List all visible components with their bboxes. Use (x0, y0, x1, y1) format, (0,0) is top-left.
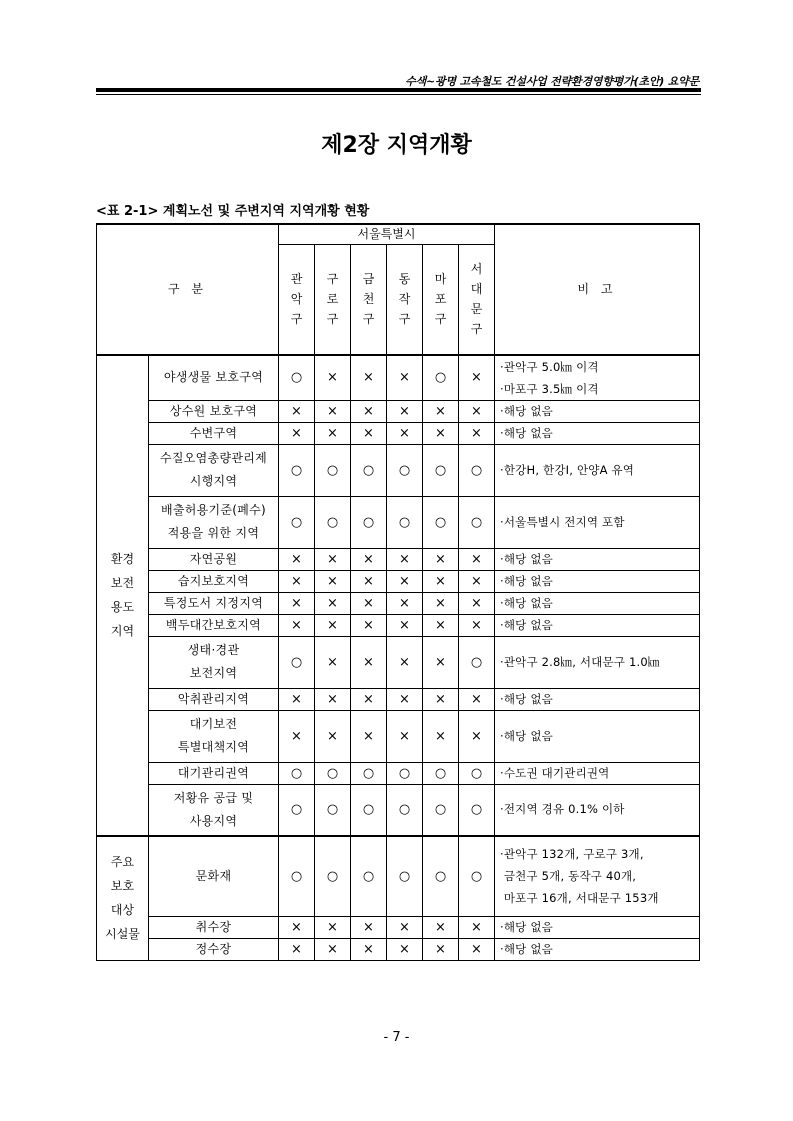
district-mark: ○ (423, 762, 459, 784)
table-row (97, 636, 700, 688)
district-char: 문 (470, 302, 483, 317)
item-line: 배출허용기준(폐수) (160, 503, 267, 517)
district-mark: ○ (315, 784, 351, 836)
item-line: 대기관리권역 (177, 765, 250, 780)
remarks-line: ·관악구 2.8㎞, 서대문구 1.0㎞ (500, 654, 660, 669)
district-header (387, 245, 423, 355)
district-mark: ○ (351, 496, 387, 548)
group-label-line: 시설물 (105, 927, 140, 942)
remarks-line: ·관악구 132개, 구로구 3개, (500, 847, 644, 862)
district-mark: × (351, 400, 387, 422)
district-mark: × (459, 614, 495, 636)
district-char: 서 (470, 262, 483, 277)
district-mark: ○ (459, 784, 495, 836)
remarks-cell (495, 570, 700, 592)
district-mark: ○ (279, 784, 315, 836)
table-row (97, 400, 700, 422)
district-mark: ○ (423, 784, 459, 836)
item-line: 저황유 공급 및 (173, 790, 254, 805)
district-mark: × (315, 710, 351, 762)
item-line: 백두대간보호지역 (165, 617, 262, 632)
district-mark: ○ (279, 496, 315, 548)
district-mark: ○ (459, 762, 495, 784)
remarks-cell (495, 836, 700, 916)
district-mark: × (459, 688, 495, 710)
district-mark: × (459, 916, 495, 938)
district-char: 관 (290, 272, 303, 287)
district-mark: × (279, 710, 315, 762)
table-row (97, 688, 700, 710)
item-name (149, 636, 279, 688)
remarks-line: 금천구 5개, 동작구 40개, (500, 869, 637, 884)
district-mark: × (423, 916, 459, 938)
district-mark: ○ (423, 355, 459, 401)
table-row (97, 762, 700, 784)
district-char: 대 (470, 282, 483, 297)
district-header (279, 245, 315, 355)
district-mark: × (387, 916, 423, 938)
district-mark: × (423, 636, 459, 688)
district-mark: × (279, 938, 315, 960)
item-line: 대기보전 (189, 717, 238, 731)
item-name (149, 570, 279, 592)
district-mark: × (351, 636, 387, 688)
table-caption: <표 2-1> 계획노선 및 주변지역 지역개황 현황 (96, 204, 370, 219)
district-char: 구 (470, 322, 483, 337)
item-name (149, 422, 279, 444)
district-mark: × (351, 614, 387, 636)
item-name (149, 784, 279, 836)
remarks-cell (495, 784, 700, 836)
remarks-cell (495, 688, 700, 710)
chapter-title: 제2장 지역개황 (321, 133, 472, 158)
item-name (149, 496, 279, 548)
district-header (459, 245, 495, 355)
district-mark: × (315, 592, 351, 614)
header-rule-thick (96, 88, 701, 92)
district-mark: × (423, 422, 459, 444)
remarks-cell (495, 916, 700, 938)
district-mark: × (387, 400, 423, 422)
district-mark: × (459, 355, 495, 401)
district-mark: ○ (351, 784, 387, 836)
item-line: 정수장 (195, 941, 232, 956)
district-mark: × (387, 592, 423, 614)
table-row (97, 570, 700, 592)
district-mark: ○ (459, 496, 495, 548)
district-mark: ○ (351, 444, 387, 496)
district-mark: × (459, 710, 495, 762)
remarks-cell (495, 592, 700, 614)
district-mark: × (423, 614, 459, 636)
item-line: 특정도서 지정지역 (163, 595, 264, 610)
remarks-line: ·해당 없음 (500, 595, 553, 610)
district-mark: × (351, 570, 387, 592)
item-name (149, 688, 279, 710)
remarks-cell (495, 444, 700, 496)
district-mark: × (279, 548, 315, 570)
remarks-line: ·해당 없음 (500, 728, 553, 743)
district-mark: ○ (351, 762, 387, 784)
district-char: 동 (398, 272, 411, 287)
header-remarks: 비 고 (495, 224, 700, 355)
remarks-line: ·해당 없음 (500, 425, 553, 440)
district-mark: × (351, 710, 387, 762)
remarks-line: ·해당 없음 (500, 573, 553, 588)
district-char: 구 (362, 312, 375, 327)
district-mark: × (315, 636, 351, 688)
group-label-line: 주요 (110, 855, 135, 870)
district-mark: ○ (459, 836, 495, 916)
district-mark: × (423, 710, 459, 762)
district-mark: ○ (279, 762, 315, 784)
district-mark: × (387, 355, 423, 401)
item-line: 사용지역 (189, 813, 238, 828)
item-name (149, 548, 279, 570)
remarks-line: ·서울특별시 전지역 포함 (500, 514, 625, 529)
table-row (97, 614, 700, 636)
item-line: 습지보호지역 (177, 573, 250, 588)
item-line: 악취관리지역 (177, 691, 250, 706)
district-mark: × (351, 422, 387, 444)
item-line: 특별대책지역 (177, 740, 250, 754)
table-row (97, 916, 700, 938)
table-row (97, 710, 700, 762)
item-line: 상수원 보호구역 (169, 403, 258, 418)
remarks-line: ·마포구 3.5㎞ 이격 (500, 381, 599, 396)
remarks-cell (495, 355, 700, 401)
district-mark: × (459, 938, 495, 960)
item-line: 자연공원 (189, 551, 238, 566)
remarks-cell (495, 400, 700, 422)
district-mark: ○ (387, 444, 423, 496)
header-rule-thin (96, 94, 701, 95)
item-name (149, 836, 279, 916)
table-row (97, 496, 700, 548)
district-mark: × (387, 688, 423, 710)
district-mark: × (423, 400, 459, 422)
table-row (97, 938, 700, 960)
district-mark: ○ (387, 836, 423, 916)
district-mark: × (387, 422, 423, 444)
district-char: 천 (362, 292, 375, 307)
district-mark: × (315, 916, 351, 938)
district-char: 로 (326, 292, 339, 307)
district-mark: × (351, 592, 387, 614)
district-mark: × (279, 422, 315, 444)
group-label-line: 보전 (110, 576, 135, 591)
district-mark: × (423, 938, 459, 960)
remarks-line: ·전지역 경유 0.1% 이하 (500, 802, 625, 817)
table-row (97, 784, 700, 836)
table-row (97, 836, 700, 916)
item-name (149, 592, 279, 614)
group-label (97, 355, 149, 837)
district-mark: × (387, 938, 423, 960)
item-name (149, 614, 279, 636)
remarks-cell (495, 548, 700, 570)
district-mark: ○ (351, 836, 387, 916)
group-label-line: 보호 (110, 879, 135, 894)
district-mark: × (387, 710, 423, 762)
district-mark: ○ (387, 762, 423, 784)
district-mark: × (315, 400, 351, 422)
district-mark: × (351, 938, 387, 960)
item-line: 취수장 (195, 919, 232, 934)
district-mark: × (351, 355, 387, 401)
table-row (97, 548, 700, 570)
district-mark: × (315, 422, 351, 444)
header-seoul: 서울특별시 (279, 224, 495, 245)
district-mark: ○ (315, 836, 351, 916)
district-char: 마 (434, 272, 447, 287)
item-name (149, 400, 279, 422)
district-mark: × (423, 570, 459, 592)
item-name (149, 710, 279, 762)
item-name (149, 762, 279, 784)
district-char: 포 (434, 292, 447, 307)
remarks-cell (495, 636, 700, 688)
district-mark: × (279, 570, 315, 592)
remarks-cell (495, 496, 700, 548)
district-char: 구 (398, 312, 411, 327)
district-char: 금 (362, 272, 375, 287)
district-mark: × (351, 916, 387, 938)
item-line: 보전지역 (189, 666, 238, 680)
item-line: 문화재 (195, 868, 232, 883)
table-row (97, 355, 700, 401)
district-mark: × (423, 548, 459, 570)
district-mark: ○ (279, 444, 315, 496)
district-mark: × (279, 614, 315, 636)
district-mark: × (459, 570, 495, 592)
district-mark: ○ (423, 444, 459, 496)
district-mark: × (459, 592, 495, 614)
district-mark: ○ (279, 836, 315, 916)
district-mark: × (279, 688, 315, 710)
remarks-line: ·수도권 대기관리권역 (500, 765, 610, 780)
district-char: 작 (398, 292, 411, 307)
district-mark: ○ (423, 836, 459, 916)
item-name (149, 938, 279, 960)
district-mark: ○ (315, 444, 351, 496)
district-char: 구 (434, 312, 447, 327)
remarks-line: ·해당 없음 (500, 941, 553, 956)
district-mark: ○ (279, 355, 315, 401)
district-mark: × (423, 688, 459, 710)
remarks-line: 마포구 16개, 서대문구 153개 (500, 891, 659, 906)
remarks-line: ·한강H, 한강I, 안양A 유역 (500, 462, 635, 477)
table-row (97, 444, 700, 496)
district-mark: × (315, 614, 351, 636)
group-label-line: 지역 (110, 624, 135, 639)
district-mark: × (315, 355, 351, 401)
item-line: 시행지역 (189, 474, 238, 488)
district-mark: ○ (459, 444, 495, 496)
district-mark: × (387, 614, 423, 636)
district-header (315, 245, 351, 355)
district-mark: ○ (459, 636, 495, 688)
remarks-cell (495, 614, 700, 636)
remarks-line: ·해당 없음 (500, 919, 553, 934)
item-name (149, 355, 279, 401)
region-overview-table (96, 223, 700, 961)
district-mark: × (315, 688, 351, 710)
district-mark: × (351, 688, 387, 710)
remarks-line: ·해당 없음 (500, 551, 553, 566)
district-mark: × (315, 938, 351, 960)
district-mark: × (387, 636, 423, 688)
district-mark: ○ (315, 496, 351, 548)
district-char: 구 (326, 272, 339, 287)
table-row (97, 422, 700, 444)
item-line: 수질오염총량관리제 (159, 451, 268, 465)
district-mark: × (315, 548, 351, 570)
district-mark: × (387, 570, 423, 592)
remarks-cell (495, 422, 700, 444)
remarks-line: ·해당 없음 (500, 617, 553, 632)
remarks-cell (495, 938, 700, 960)
district-mark: × (279, 592, 315, 614)
district-mark: × (387, 548, 423, 570)
district-mark: ○ (315, 762, 351, 784)
remarks-cell (495, 710, 700, 762)
group-label (97, 836, 149, 960)
item-line: 적용을 위한 지역 (167, 526, 260, 540)
district-mark: × (279, 400, 315, 422)
district-header (351, 245, 387, 355)
district-mark: × (459, 422, 495, 444)
district-mark: × (351, 548, 387, 570)
table-body (97, 355, 700, 961)
group-label-line: 용도 (110, 600, 135, 615)
group-label-line: 환경 (110, 552, 135, 567)
item-line: 야생생물 보호구역 (163, 370, 264, 384)
table-row (97, 592, 700, 614)
district-mark: × (459, 548, 495, 570)
remarks-cell (495, 762, 700, 784)
item-line: 생태·경관 (187, 643, 240, 657)
district-mark: × (459, 400, 495, 422)
district-header (423, 245, 459, 355)
item-name (149, 916, 279, 938)
remarks-line: ·관악구 5.0㎞ 이격 (500, 359, 599, 374)
district-mark: × (279, 916, 315, 938)
district-mark: ○ (279, 636, 315, 688)
district-char: 구 (326, 312, 339, 327)
remarks-line: ·해당 없음 (500, 691, 553, 706)
running-header: 수색~광명 고속철도 건설사업 전략환경영향평가(초안) 요약문 (405, 75, 699, 88)
district-mark: × (315, 570, 351, 592)
item-name (149, 444, 279, 496)
remarks-line: ·해당 없음 (500, 403, 553, 418)
district-mark: ○ (387, 496, 423, 548)
district-char: 악 (290, 292, 303, 307)
header-division: 구 분 (97, 224, 279, 355)
district-mark: ○ (423, 496, 459, 548)
group-label-line: 대상 (110, 903, 135, 918)
page-number: - 7 - (383, 1030, 410, 1045)
district-char: 구 (290, 312, 303, 327)
item-line: 수변구역 (189, 425, 238, 440)
district-mark: ○ (387, 784, 423, 836)
district-mark: × (423, 592, 459, 614)
